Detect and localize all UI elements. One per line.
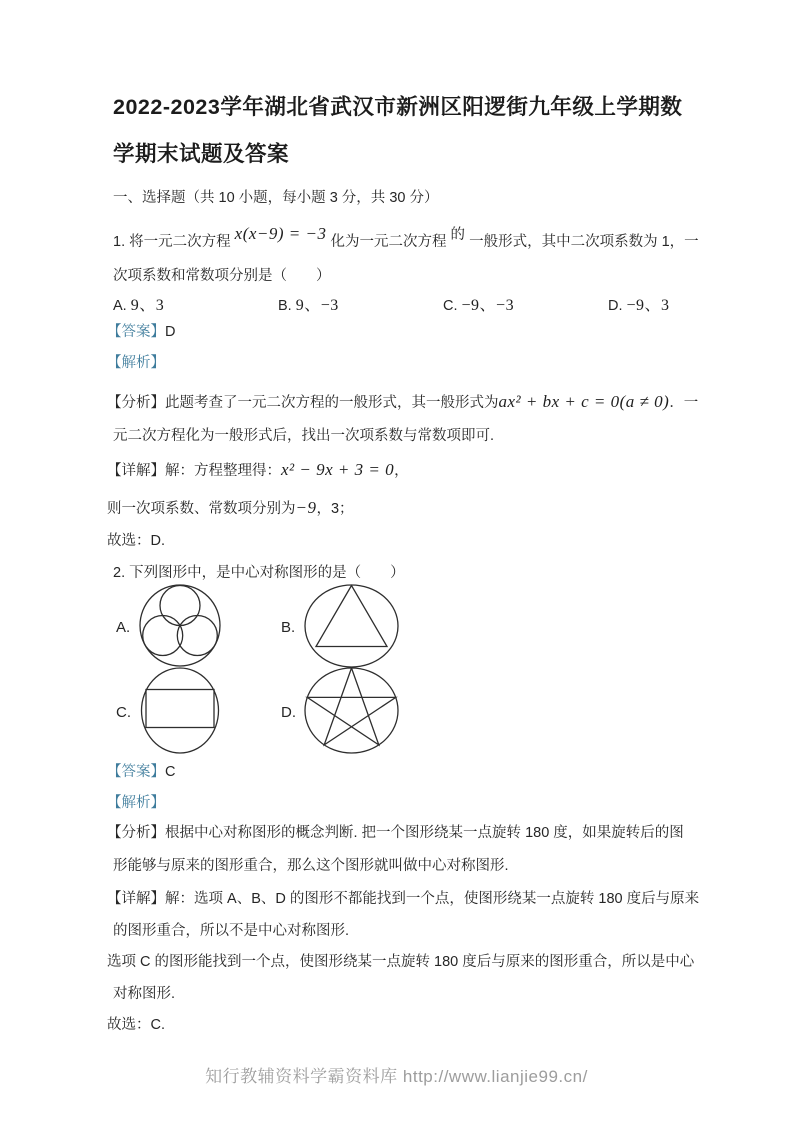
q2-figure-b (304, 584, 399, 668)
q1-option-b-label: B. (278, 298, 292, 314)
circle-with-three-inner-circles-icon (139, 584, 221, 667)
q1-option-c-label: C. (443, 298, 458, 314)
q2-figure-b-label: B. (281, 619, 296, 636)
q2-stem: 2. 下列图形中，是中心对称图形的是（ ） (113, 565, 405, 581)
q2-xiangjie-line-1 (107, 889, 699, 909)
q1-option-a (113, 296, 278, 316)
q1-option-a-value: 9、3 (130, 297, 165, 314)
q2-fenxi-label: 【分析】 (107, 825, 165, 841)
section-heading: 一、选择题（共 10 小题，每小题 3 分，共 30 分） (113, 190, 439, 206)
q1-fenxi-line1-end: ．一 (669, 395, 699, 411)
q1-xiangjie-line2-formula: −9 (295, 498, 317, 517)
q2-xiangjie-line-1-text: 解：选项 A、B、D 的图形不都能找到一个点，使图形绕某一点旋转 180 度后与原来 (165, 891, 700, 907)
circle-with-inscribed-star-icon (304, 667, 399, 754)
q1-fenxi-line-2: 元二次方程化为一般形式后，找出一次项系数与常数项即可. (113, 428, 495, 444)
q2-fenxi-line-1 (107, 823, 684, 843)
q2-xiangjie-line-3: 选项 C 的图形能找到一个点，使图形绕某一点旋转 180 度后与原来的图形重合，所以是中心 (107, 954, 695, 970)
q1-option-d (608, 296, 670, 316)
circle-with-inscribed-rectangle-icon (140, 667, 220, 754)
q1-xiangjie-label: 【详解】 (107, 463, 165, 479)
q1-fenxi-formula: ax² + bx + c = 0(a ≠ 0) (498, 392, 670, 411)
q2-xiangjie-label: 【详解】 (107, 891, 165, 907)
q1-option-c (443, 296, 608, 316)
circle-with-inscribed-triangle-icon (304, 584, 399, 668)
q1-option-a-label: A. (113, 298, 127, 314)
q1-xiangjie-formula: x² − 9x + 3 = 0 (281, 460, 395, 479)
q1-xiangjie-text: 解：方程整理得： (165, 463, 281, 479)
q1-answer-line (107, 322, 175, 342)
q1-option-b-value: 9、−3 (295, 297, 339, 314)
q1-option-d-label: D. (608, 298, 623, 314)
q2-fenxi-line-2: 形能够与原来的图形重合，那么这个图形就叫做中心对称图形. (113, 858, 509, 874)
q2-answer-label: 【答案】 (107, 764, 165, 780)
q2-answer-value: C (165, 764, 176, 780)
q1-stem-formula: x(x−9) = −3 (234, 224, 327, 243)
q1-fenxi-text: 此题考查了一元二次方程的一般形式，其一般形式为 (165, 395, 499, 411)
q1-answer-value: D (165, 324, 176, 340)
q1-analysis-label: 【解析】 (107, 355, 165, 371)
q2-xiangjie-line-4: 对称图形. (113, 986, 176, 1002)
q2-figure-c (140, 667, 220, 754)
q2-figure-d-label: D. (281, 704, 296, 721)
q1-fenxi-line-1 (107, 392, 698, 413)
q1-option-b (278, 296, 443, 316)
q1-stem-mid: 化为一元二次方程 (330, 234, 447, 250)
q1-xiangjie-line2-end: ，3； (316, 501, 354, 517)
q2-figure-d (304, 667, 399, 754)
page-title-line-1: 2022-2023学年湖北省武汉市新洲区阳逻街九年级上学期数 (113, 95, 683, 119)
q2-answer-line (107, 762, 175, 782)
q1-stem-line-1 (113, 224, 699, 252)
q2-figure-a-label: A. (116, 619, 131, 636)
q1-xiangjie-line-2 (107, 498, 354, 519)
q2-xiangjie-line-2: 的图形重合，所以不是中心对称图形. (113, 923, 350, 939)
q1-xiangjie-line1-end: ， (394, 463, 409, 479)
q2-figure-a (139, 584, 221, 667)
q1-stem-raised-word: 的 (450, 227, 466, 243)
q2-analysis-label: 【解析】 (107, 795, 165, 811)
q2-fenxi-line-1-text: 根据中心对称图形的概念判断. 把一个图形绕某一点旋转 180 度，如果旋转后的图 (165, 825, 684, 841)
q1-option-c-value: −9、−3 (461, 297, 515, 314)
q1-fenxi-label: 【分析】 (107, 395, 165, 411)
site-footer: 知行教辅资料学霸资料库 http://www.lianjie99.cn/ (205, 1067, 588, 1086)
q2-figure-c-label: C. (116, 704, 131, 721)
q1-stem-line-2: 次项系数和常数项分别是（ ） (113, 268, 331, 284)
q1-stem-prefix: 1. 将一元二次方程 (113, 234, 231, 250)
q1-options-row (113, 296, 670, 316)
q1-xiangjie-line2-text: 则一次项系数、常数项分别为 (107, 501, 296, 517)
page-title-line-2: 学期末试题及答案 (113, 142, 290, 166)
q1-answer-label: 【答案】 (107, 324, 165, 340)
q1-xiangjie-line-1 (107, 460, 409, 481)
q1-stem-line1-end: 一般形式，其中二次项系数为 1，一 (469, 234, 699, 250)
q2-conclusion: 故选：C. (107, 1017, 165, 1033)
q1-option-d-value: −9、3 (626, 297, 670, 314)
q1-conclusion: 故选：D. (107, 533, 165, 549)
